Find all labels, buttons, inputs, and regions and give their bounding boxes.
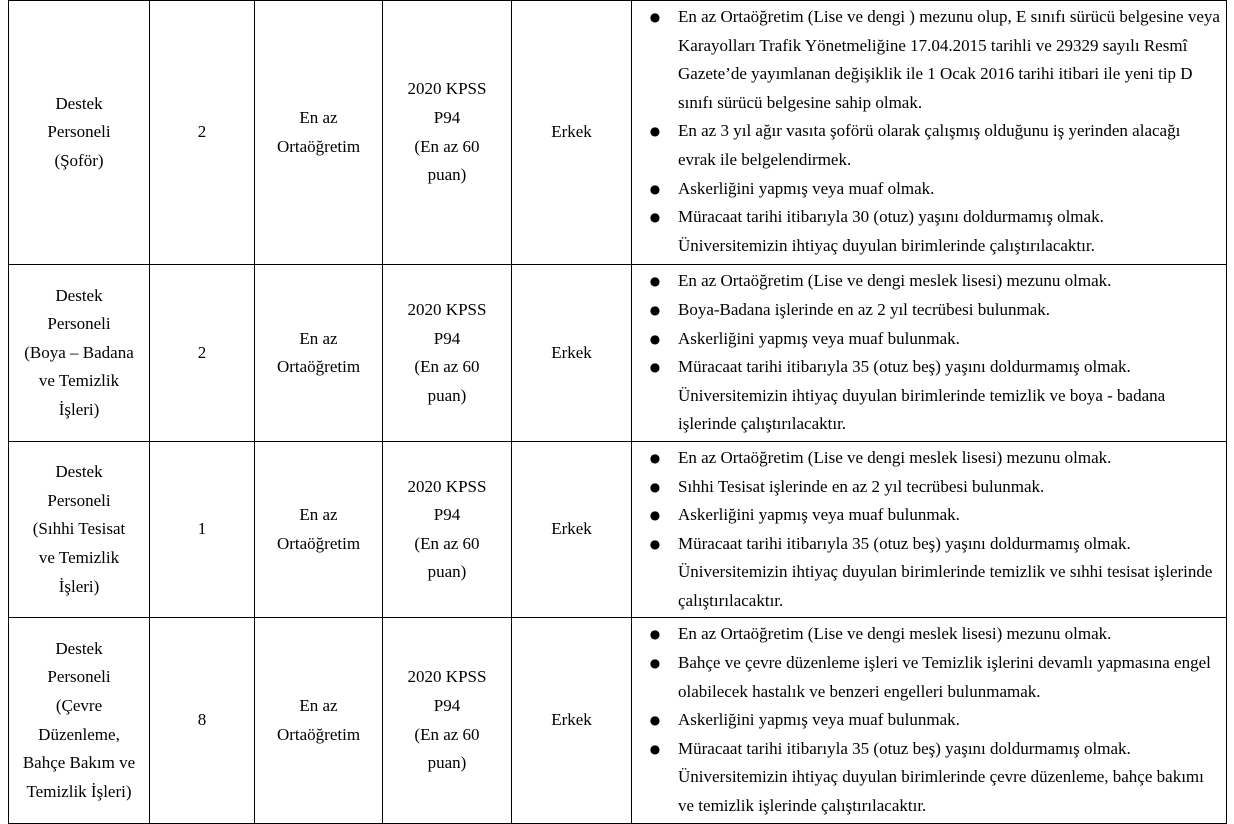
bullet-icon: ● xyxy=(649,508,661,523)
requirements-list xyxy=(632,442,1226,560)
position-cell xyxy=(9,1,150,265)
exam-requirement: 2020 KPSS P94 (En az 60 puan) xyxy=(407,299,487,405)
gender-cell xyxy=(512,618,632,823)
position-title: Destek Personeli (Çevre Düzenleme, Bahçe Bakım ve Temizlik İşleri) xyxy=(22,638,136,801)
requirement-item: ● Müracaat tarihi itibarıyla 35 (otuz beş) yaşını doldurmamış olmak. xyxy=(648,353,1220,382)
requirement-item: ● En az Ortaöğretim (Lise ve dengi ) mezunu olup, E sınıfı sürücü belgesine veya Karayolları Trafik Yönetmeliğine 17.04.2015 tarihli ve 29329 sayılı Resmî Gazete’de yayımlanan değişiklik ile 1 Ocak 2016 tarihi itibari ile yeni tip D sınıfı sürücü belgesine sahip olmak. xyxy=(648,3,1220,117)
position-cell xyxy=(9,441,150,618)
exam-cell xyxy=(383,441,512,618)
bullet-icon: ● xyxy=(649,536,661,551)
gender-cell xyxy=(512,1,632,265)
requirements-cell xyxy=(632,1,1227,265)
requirement-item: ● Müracaat tarihi itibarıyla 35 (otuz beş) yaşını doldurmamış olmak. xyxy=(648,735,1220,764)
education-cell xyxy=(255,265,383,442)
bullet-icon: ● xyxy=(649,274,661,289)
table-row xyxy=(9,265,1227,442)
position-title: Destek Personeli (Şoför) xyxy=(47,93,111,170)
requirement-item: ● Boya-Badana işlerinde en az 2 yıl tecrübesi bulunmak. xyxy=(648,296,1220,325)
bullet-icon: ● xyxy=(649,302,661,317)
requirements-list xyxy=(632,618,1226,765)
position-count: 2 xyxy=(197,342,207,362)
bullet-icon: ● xyxy=(649,479,661,494)
count-cell xyxy=(150,618,255,823)
education-level: En az Ortaöğretim xyxy=(276,695,361,744)
count-cell xyxy=(150,441,255,618)
requirements-cell xyxy=(632,441,1227,618)
bullet-icon: ● xyxy=(649,656,661,671)
education-cell xyxy=(255,618,383,823)
requirement-item: ● Bahçe ve çevre düzenleme işleri ve Temizlik işlerini devamlı yapmasına engel olabilecek hastalık ve benzeri engelleri bulunmamak. xyxy=(648,649,1220,706)
requirement-item: ● Sıhhi Tesisat işlerinde en az 2 yıl tecrübesi bulunmak. xyxy=(648,473,1220,502)
position-count: 1 xyxy=(197,519,207,539)
requirements-list xyxy=(632,1,1226,234)
requirement-note: Üniversitemizin ihtiyaç duyulan birimlerinde çalıştırılacaktır. xyxy=(678,235,1095,255)
bullet-icon: ● xyxy=(649,741,661,756)
requirement-note: Üniversitemizin ihtiyaç duyulan birimlerinde temizlik ve sıhhi tesisat işlerinde çalıştırılacaktır. xyxy=(678,562,1213,610)
exam-cell xyxy=(383,618,512,823)
requirement-item: ● En az 3 yıl ağır vasıta şoförü olarak çalışmış olduğunu iş yerinden alacağı evrak ile belgelendirmek. xyxy=(648,117,1220,174)
count-cell xyxy=(150,1,255,265)
requirement-item: ● Müracaat tarihi itibarıyla 35 (otuz beş) yaşını doldurmamış olmak. xyxy=(648,530,1220,559)
exam-requirement: 2020 KPSS P94 (En az 60 puan) xyxy=(407,667,487,773)
position-count: 8 xyxy=(197,710,207,730)
requirements-list xyxy=(632,265,1226,383)
requirement-item: ● Askerliğini yapmış veya muaf olmak. xyxy=(648,175,1220,204)
gender: Erkek xyxy=(551,122,592,142)
requirement-item: ● Askerliğini yapmış veya muaf bulunmak. xyxy=(648,325,1220,354)
education-level: En az Ortaöğretim xyxy=(276,108,361,156)
table-row xyxy=(9,441,1227,618)
gender: Erkek xyxy=(551,519,592,539)
bullet-icon: ● xyxy=(649,713,661,728)
personnel-requirements-table xyxy=(8,0,1227,824)
position-cell xyxy=(9,618,150,823)
bullet-icon: ● xyxy=(649,450,661,465)
bullet-icon: ● xyxy=(649,331,661,346)
requirement-item: ● En az Ortaöğretim (Lise ve dengi meslek lisesi) mezunu olmak. xyxy=(648,267,1220,296)
education-cell xyxy=(255,1,383,265)
requirement-item: ● En az Ortaöğretim (Lise ve dengi meslek lisesi) mezunu olmak. xyxy=(648,620,1220,649)
requirements-cell xyxy=(632,265,1227,442)
requirement-item: ● Askerliğini yapmış veya muaf bulunmak. xyxy=(648,706,1220,735)
position-title: Destek Personeli (Sıhhi Tesisat ve Temizlik İşleri) xyxy=(32,462,126,596)
requirements-cell xyxy=(632,618,1227,823)
education-level: En az Ortaöğretim xyxy=(276,505,361,553)
gender: Erkek xyxy=(551,710,592,730)
position-title: Destek Personeli (Boya – Badana ve Temizlik İşleri) xyxy=(24,285,134,420)
bullet-icon: ● xyxy=(649,210,661,225)
requirement-item: ● Askerliğini yapmış veya muaf bulunmak. xyxy=(648,501,1220,530)
exam-cell xyxy=(383,265,512,442)
exam-cell xyxy=(383,1,512,265)
bullet-icon: ● xyxy=(649,627,661,642)
position-cell xyxy=(9,265,150,442)
table-row xyxy=(9,1,1227,265)
gender: Erkek xyxy=(551,342,592,362)
bullet-icon: ● xyxy=(649,124,661,139)
bullet-icon: ● xyxy=(649,360,661,375)
exam-requirement: 2020 KPSS P94 (En az 60 puan) xyxy=(407,476,487,582)
requirement-item: ● Müracaat tarihi itibarıyla 30 (otuz) yaşını doldurmamış olmak. xyxy=(648,203,1220,232)
gender-cell xyxy=(512,441,632,618)
bullet-icon: ● xyxy=(649,181,661,196)
requirement-note: Üniversitemizin ihtiyaç duyulan birimlerinde çevre düzenleme, bahçe bakımı ve temizlik işlerinde çalıştırılacaktır. xyxy=(678,767,1204,816)
gender-cell xyxy=(512,265,632,442)
education-cell xyxy=(255,441,383,618)
count-cell xyxy=(150,265,255,442)
requirement-item: ● En az Ortaöğretim (Lise ve dengi meslek lisesi) mezunu olmak. xyxy=(648,444,1220,473)
requirement-note: Üniversitemizin ihtiyaç duyulan birimlerinde temizlik ve boya - badana işlerinde çalıştırılacaktır. xyxy=(678,385,1166,434)
education-level: En az Ortaöğretim xyxy=(276,328,361,377)
table-row xyxy=(9,618,1227,823)
bullet-icon: ● xyxy=(649,10,661,24)
position-count: 2 xyxy=(197,122,207,142)
exam-requirement: 2020 KPSS P94 (En az 60 puan) xyxy=(407,79,487,185)
